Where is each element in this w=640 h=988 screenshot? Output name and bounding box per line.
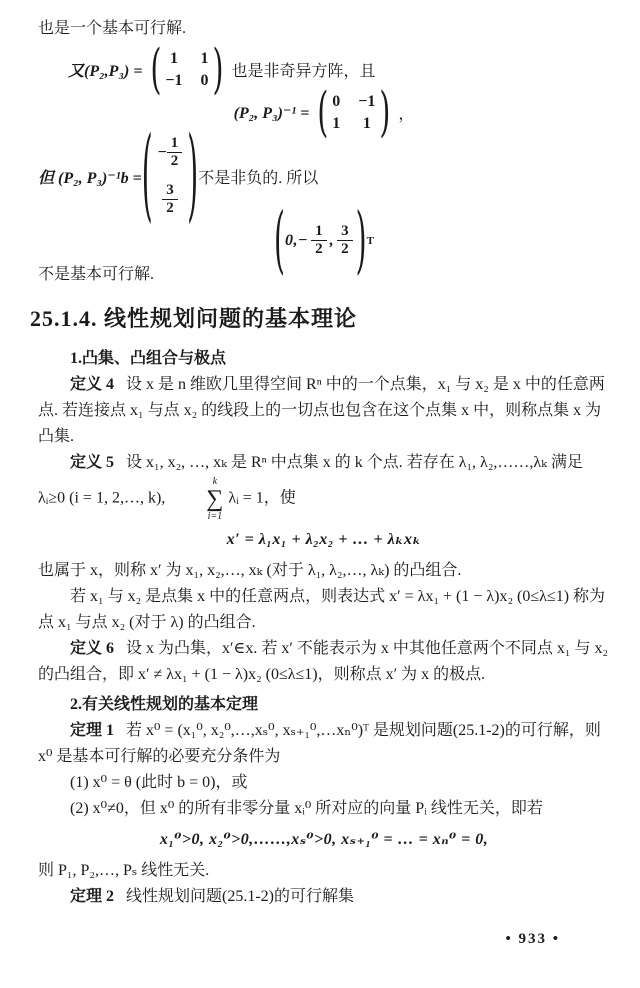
minus-sign: − bbox=[297, 231, 309, 249]
definition-5-text-a: 设 x₁, x₂, …, xₖ 是 Rⁿ 中点集 x 的 k 个点. 若存在 λ₁, λ₂,……,λₖ 满足 λᵢ≥0 (i = 1, 2,…, k), bbox=[38, 454, 583, 507]
paragraph-linear-independence: 则 P₁, P₂,…, Pₛ 线性无关. bbox=[38, 862, 210, 879]
matrix-entries bbox=[328, 92, 379, 133]
equation-lhs: 但 (P₂, P₃)⁻¹b = bbox=[38, 169, 142, 187]
theorem-2-label: 定理 2 bbox=[70, 888, 115, 905]
left-paren: ( bbox=[317, 80, 329, 143]
fraction-one-half bbox=[311, 223, 327, 258]
convex-combination-formula: x′ = λ₁x₁ + λ₂x₂ + … + λₖxₖ bbox=[226, 531, 422, 548]
vector-entry: 0, bbox=[284, 231, 298, 249]
matrix-cell: 1 bbox=[362, 115, 371, 132]
matrix-entries bbox=[161, 49, 212, 90]
definition-4 bbox=[38, 372, 610, 450]
equation-inverse-times-b bbox=[38, 114, 610, 234]
summation-symbol bbox=[174, 476, 223, 522]
paragraph-basic-feasible: 也是一个基本可行解. bbox=[38, 20, 187, 37]
definition-6-label: 定义 6 bbox=[70, 640, 115, 657]
numerator: 3 bbox=[337, 223, 353, 241]
denominator: 2 bbox=[170, 153, 179, 169]
theorem-1-text: 若 x⁰ = (x₁⁰, x₂⁰,…,xₛ⁰, xₛ₊₁⁰,…xₙ⁰)ᵀ 是规划问题(25.1-2)的可行解，则 x⁰ 是基本可行解的必要充分条件为 bbox=[38, 722, 601, 765]
left-paren: ( bbox=[141, 114, 153, 234]
vector-entry bbox=[158, 135, 183, 170]
equation-trailing-text: 不是非负的. 所以 bbox=[198, 169, 319, 187]
paragraph-two-point-combination: 若 x₁ 与 x₂ 是点集 x 中的任意两点，则表达式 x′ = λx₁ + (1 − λ)x₂ (0≤λ≤1) 称为点 x₁ 与点 x₂ (对于 λ) 的凸组合. bbox=[38, 588, 606, 631]
theorem-2 bbox=[38, 884, 610, 910]
sum-upper-limit: k bbox=[212, 476, 218, 487]
comma: , bbox=[329, 231, 335, 249]
denominator: 2 bbox=[341, 241, 349, 257]
matrix-cell: 0 bbox=[200, 72, 209, 89]
subsection-convex-sets: 1.凸集、凸组合与极点 bbox=[70, 350, 227, 367]
left-paren: ( bbox=[274, 196, 285, 283]
equation-lhs: 又(P₂,P₃) = bbox=[68, 63, 143, 80]
page-number: • 933 • bbox=[505, 931, 560, 947]
fraction-one-half bbox=[167, 135, 183, 170]
paragraph-not-basic-feasible: 不是基本可行解. bbox=[38, 266, 155, 283]
fraction-three-halves bbox=[337, 223, 353, 258]
right-paren: ) bbox=[355, 196, 367, 283]
left-paren: ( bbox=[150, 37, 162, 100]
equation-comma: ， bbox=[398, 106, 415, 123]
section-heading: 25.1.4. 线性规划问题的基本理论 bbox=[30, 306, 358, 331]
definition-6-text: 设 x 为凸集，x′∈x. 若 x′ 不能表示为 x 中其他任意两个不同点 x₁ 与 x₂ 的凸组合，即 x′ ≠ λx₁ + (1 − λ)x₂ (0≤λ≤1)，则称点 x′ 为 x 的极点. bbox=[38, 640, 609, 683]
matrix-cell: 0 bbox=[332, 93, 341, 110]
column-vector bbox=[153, 135, 188, 217]
denominator: 2 bbox=[315, 241, 323, 257]
matrix-cell: −1 bbox=[358, 93, 376, 110]
theorem-2-text: 线性规划问题(25.1-2)的可行解集 bbox=[126, 888, 355, 905]
theorem-1 bbox=[38, 718, 610, 770]
subsection-basic-theorems: 2.有关线性规划的基本定理 bbox=[70, 696, 259, 713]
equation-lhs: (P₂, P₃)⁻¹ = bbox=[233, 104, 310, 122]
matrix-cell: 1 bbox=[332, 115, 341, 132]
equation-inverse-matrix bbox=[38, 80, 610, 143]
matrix-2x2 bbox=[317, 80, 391, 143]
theorem-1-condition-2: (2) x⁰≠0，但 x⁰ 的所有非零分量 xᵢ⁰ 所对应的向量 Pᵢ 线性无关，即若 bbox=[70, 800, 543, 817]
definition-4-label: 定义 4 bbox=[70, 376, 115, 393]
fraction-three-halves bbox=[162, 182, 178, 217]
numerator: 3 bbox=[162, 182, 178, 200]
definition-5-text-b: λᵢ = 1，使 bbox=[228, 489, 296, 507]
numerator: 1 bbox=[311, 223, 327, 241]
matrix-cell: 1 bbox=[169, 50, 178, 67]
equation-matrix-p2p3 bbox=[68, 37, 610, 100]
matrix-cell: −1 bbox=[165, 72, 183, 89]
nonzero-components-formula: x₁⁰>0, x₂⁰>0,……,xₛ⁰>0, xₛ₊₁⁰ = … = xₙ⁰ = 0, bbox=[159, 831, 489, 848]
minus-sign: − bbox=[157, 143, 167, 161]
definition-5-label: 定义 5 bbox=[70, 454, 115, 471]
theorem-1-condition-1: (1) x⁰ = θ (此时 b = 0)，或 bbox=[70, 774, 248, 791]
transpose-superscript: T bbox=[366, 234, 374, 247]
definition-4-text: 设 x 是 n 维欧几里得空间 Rⁿ 中的一个点集，x₁ 与 x₂ 是 x 中的任意两点. 若连接点 x₁ 与点 x₂ 的线段上的一切点也包含在这个点集 x 中，则称点集 x 为凸集. bbox=[38, 376, 605, 445]
sum-lower-limit: i=1 bbox=[207, 511, 223, 522]
right-paren: ) bbox=[212, 37, 224, 100]
vector-entry bbox=[162, 182, 178, 217]
definition-5 bbox=[38, 450, 610, 522]
definition-6 bbox=[38, 636, 610, 688]
numerator: 1 bbox=[167, 135, 183, 153]
denominator: 2 bbox=[166, 200, 174, 216]
sigma-icon: ∑ bbox=[206, 486, 224, 512]
matrix-cell: 1 bbox=[200, 50, 209, 67]
theorem-1-label: 定理 1 bbox=[70, 722, 115, 739]
right-paren: ) bbox=[379, 80, 391, 143]
right-paren: ) bbox=[187, 114, 199, 234]
matrix-2x2 bbox=[150, 37, 224, 100]
definition-5-text-c: 也属于 x，则称 x′ 为 x₁, x₂,…, xₖ (对于 λ₁, λ₂,…, λₖ) 的凸组合. bbox=[38, 562, 462, 579]
equation-trailing-text: 也是非奇异方阵，且 bbox=[231, 63, 376, 80]
